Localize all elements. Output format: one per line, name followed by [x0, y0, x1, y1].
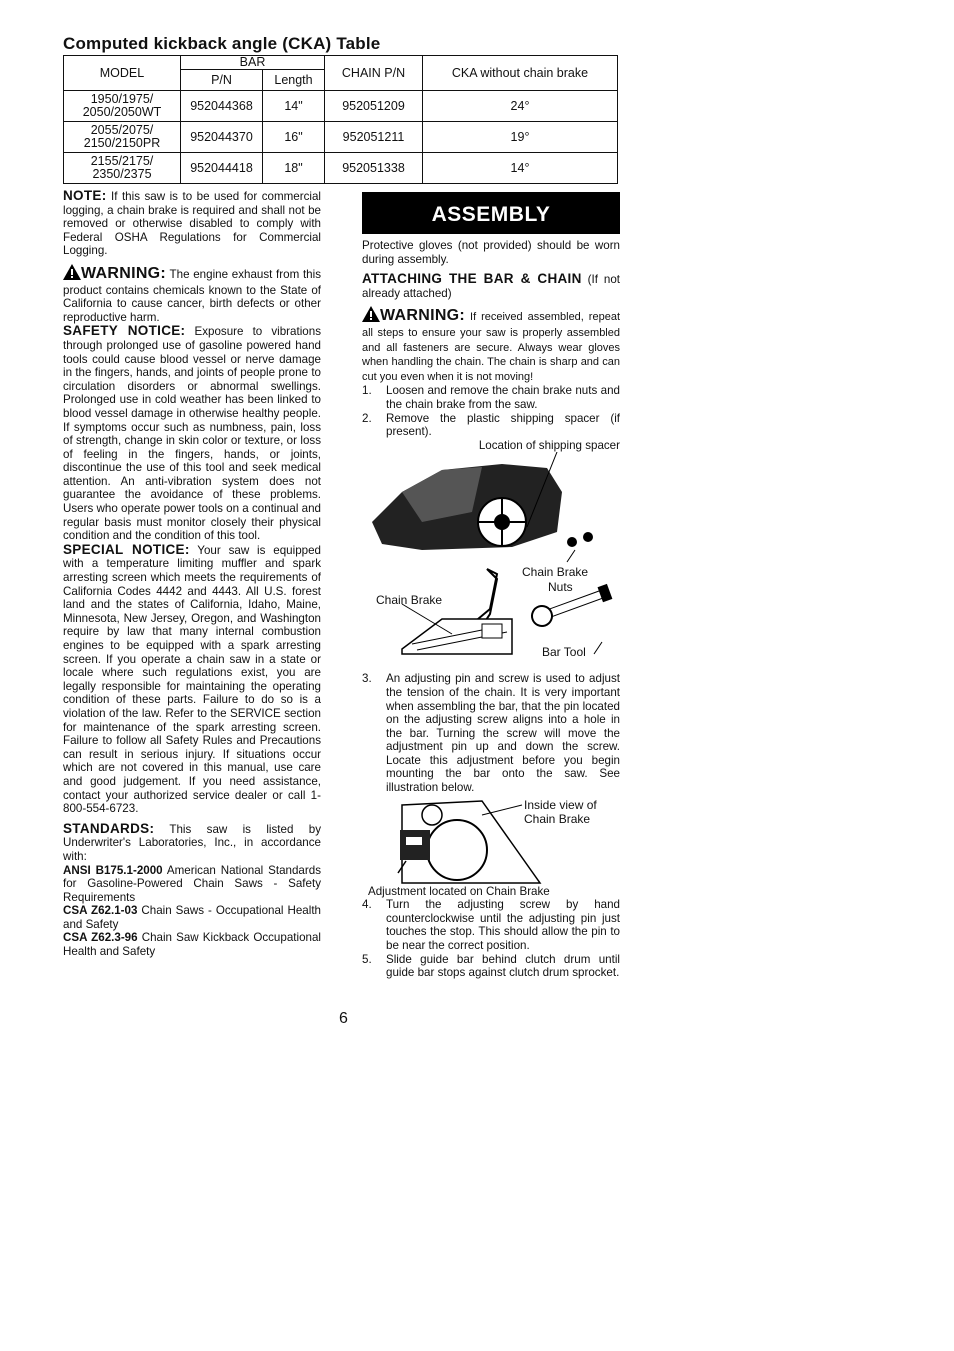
chainsaw-illustration	[362, 452, 620, 564]
model-cell: 2155/2175/ 2350/2375	[64, 153, 181, 184]
table-title: Computed kickback angle (CKA) Table	[63, 34, 381, 53]
inside-view-label-2: Chain Brake	[524, 811, 591, 826]
step-item: 3. An adjusting pin and screw is used to adjust the tension of the chain. It is very important when assembling the bar, that the pin located on the adjusting screw aligns into a hole in the bar. Turning the screw will move the adjustment pin up and down the screw. Locate this adjustment before you begin mounting the bar onto the saw. See illustration below.	[362, 672, 620, 795]
length-cell: 18"	[263, 153, 325, 184]
chain-brake-label: Chain Brake	[376, 593, 443, 608]
chain-brake-illustration	[362, 564, 620, 672]
assembly-banner: ASSEMBLY	[362, 192, 620, 234]
assembly-warning-paragraph: WARNING: If received assembled, repeat all steps to ensure your saw is properly assembled and all fasteners are secure. Always wear gloves when handling the chain. The chain is sharp and can cut you even when it is not moving!	[362, 307, 620, 383]
shipping-spacer-caption: Location of shipping spacer	[478, 438, 620, 452]
page-number: 6	[339, 1010, 348, 1027]
chain-pn-cell: 952051338	[325, 153, 423, 184]
table-row	[64, 153, 618, 184]
table-row	[64, 122, 618, 153]
length-cell: 14"	[263, 91, 325, 122]
safety-notice-paragraph: SAFETY NOTICE: Exposure to vibrations through prolonged use of gasoline powered hand tools could cause blood vessel or nerve damage in the fingers, hands, and joints of people prone to circulation disorders or abnormal swellings. Prolonged use in cold weather has been linked to blood vessel damage in otherwise healthy people. If symptoms occur such as numbness, pain, loss of strength, change in skin color or texture, or loss of feeling in the fingers, hands, or joints, discontinue the use of this tool and seek medical attention. An anti-vibration system does not guarantee the avoidance of these problems. Users who operate power tools on a continual and regular basis must monitor closely their physical condition and the condition of this tool.	[63, 323, 321, 543]
header-length: Length	[263, 70, 325, 91]
right-column	[362, 239, 620, 980]
steps-list-a	[362, 384, 620, 438]
inside-view-label: Inside view of	[524, 797, 597, 812]
cka-cell: 14°	[423, 153, 618, 184]
chain-pn-cell: 952051209	[325, 91, 423, 122]
step-item: 1. Loosen and remove the chain brake nuts and the chain brake from the saw.	[362, 384, 620, 411]
adjustment-caption: Adjustment located on Chain Brake	[368, 884, 550, 898]
note-paragraph: NOTE: If this saw is to be used for commercial logging, a chain brake is required and shall not be removed or otherwise disabled to comply with Federal OSHA Regulations for Commercial Logging.	[63, 188, 321, 258]
pn-cell: 952044370	[181, 122, 263, 153]
gloves-paragraph: Protective gloves (not provided) should be worn during assembly.	[362, 239, 620, 266]
cka-table	[63, 55, 618, 184]
bar-tool-label: Bar Tool	[542, 645, 586, 660]
steps-list-c	[362, 898, 620, 980]
cka-cell: 24°	[423, 91, 618, 122]
left-column	[63, 189, 321, 959]
length-cell: 16"	[263, 122, 325, 153]
header-bar-group: BAR	[181, 56, 325, 70]
chain-brake-nuts-label-2: Nuts	[548, 580, 573, 595]
csa2-paragraph: CSA Z62.3-96 Chain Saw Kickback Occupational Health and Safety	[63, 931, 321, 959]
step-item: 4. Turn the adjusting screw by hand counterclockwise until the adjusting pin just touches the stop. This should allow the pin to be near the correct position.	[362, 898, 620, 953]
pn-cell: 952044418	[181, 153, 263, 184]
step-item: 2. Remove the plastic shipping spacer (if present).	[362, 411, 620, 439]
step-item: 5. Slide guide bar behind clutch drum until guide bar stops against clutch drum sprocket.	[362, 952, 620, 980]
cka-cell: 19°	[423, 122, 618, 153]
header-pn: P/N	[181, 70, 263, 91]
special-notice-paragraph: SPECIAL NOTICE: Your saw is equipped with a temperature limiting muffler and spark arresting screen which meets the requirements of California Codes 4442 and 4443. All U.S. forest land and the states of California, Idaho, Maine, Minnesota, New Jersey, Oregon, and Washington require by law that many internal combustion engines to be equipped with a spark arresting screen. If you operate a chain saw in a state or locale where such regulations exist, you are legally responsible for maintaining the operating condition of these parts. Failure to do so is a violation of the law. Refer to the SERVICE section for maintenance of the spark arresting screen. Failure to follow all Safety Rules and Precautions can result in serious injury. If situations occur which are not covered in this manual, use care and good judgement. If you need assistance, contact your authorized service dealer or call 1-800-554-6723.	[63, 541, 321, 816]
pn-cell: 952044368	[181, 91, 263, 122]
warning-triangle-icon	[63, 264, 81, 284]
header-chain-pn: CHAIN P/N	[325, 56, 423, 91]
csa1-paragraph: CSA Z62.1-03 Chain Saws - Occupational Health and Safety	[63, 904, 321, 931]
steps-list-b	[362, 672, 620, 794]
warning-triangle-icon	[362, 306, 380, 326]
header-model: MODEL	[64, 56, 181, 91]
ansi-paragraph: ANSI B175.1-2000 American National Standards for Gasoline-Powered Chain Saws - Safety Requirements	[63, 863, 321, 904]
attach-heading: ATTACHING THE BAR & CHAIN (If not already attached)	[362, 271, 620, 300]
inside-chain-brake-illustration	[362, 795, 620, 885]
table-row	[64, 91, 618, 122]
header-cka: CKA without chain brake	[423, 56, 618, 91]
warning-paragraph: WARNING: The engine exhaust from this product contains chemicals known to the State of California to cause cancer, birth defects or other reproductive harm.	[63, 264, 321, 324]
standards-paragraph: STANDARDS: This saw is listed by Underwriter's Laboratories, Inc., in accordance with:	[63, 820, 321, 863]
chain-pn-cell: 952051211	[325, 122, 423, 153]
chain-brake-nuts-label: Chain Brake	[522, 565, 589, 580]
model-cell: 2055/2075/ 2150/2150PR	[64, 122, 181, 153]
model-cell: 1950/1975/ 2050/2050WT	[64, 91, 181, 122]
